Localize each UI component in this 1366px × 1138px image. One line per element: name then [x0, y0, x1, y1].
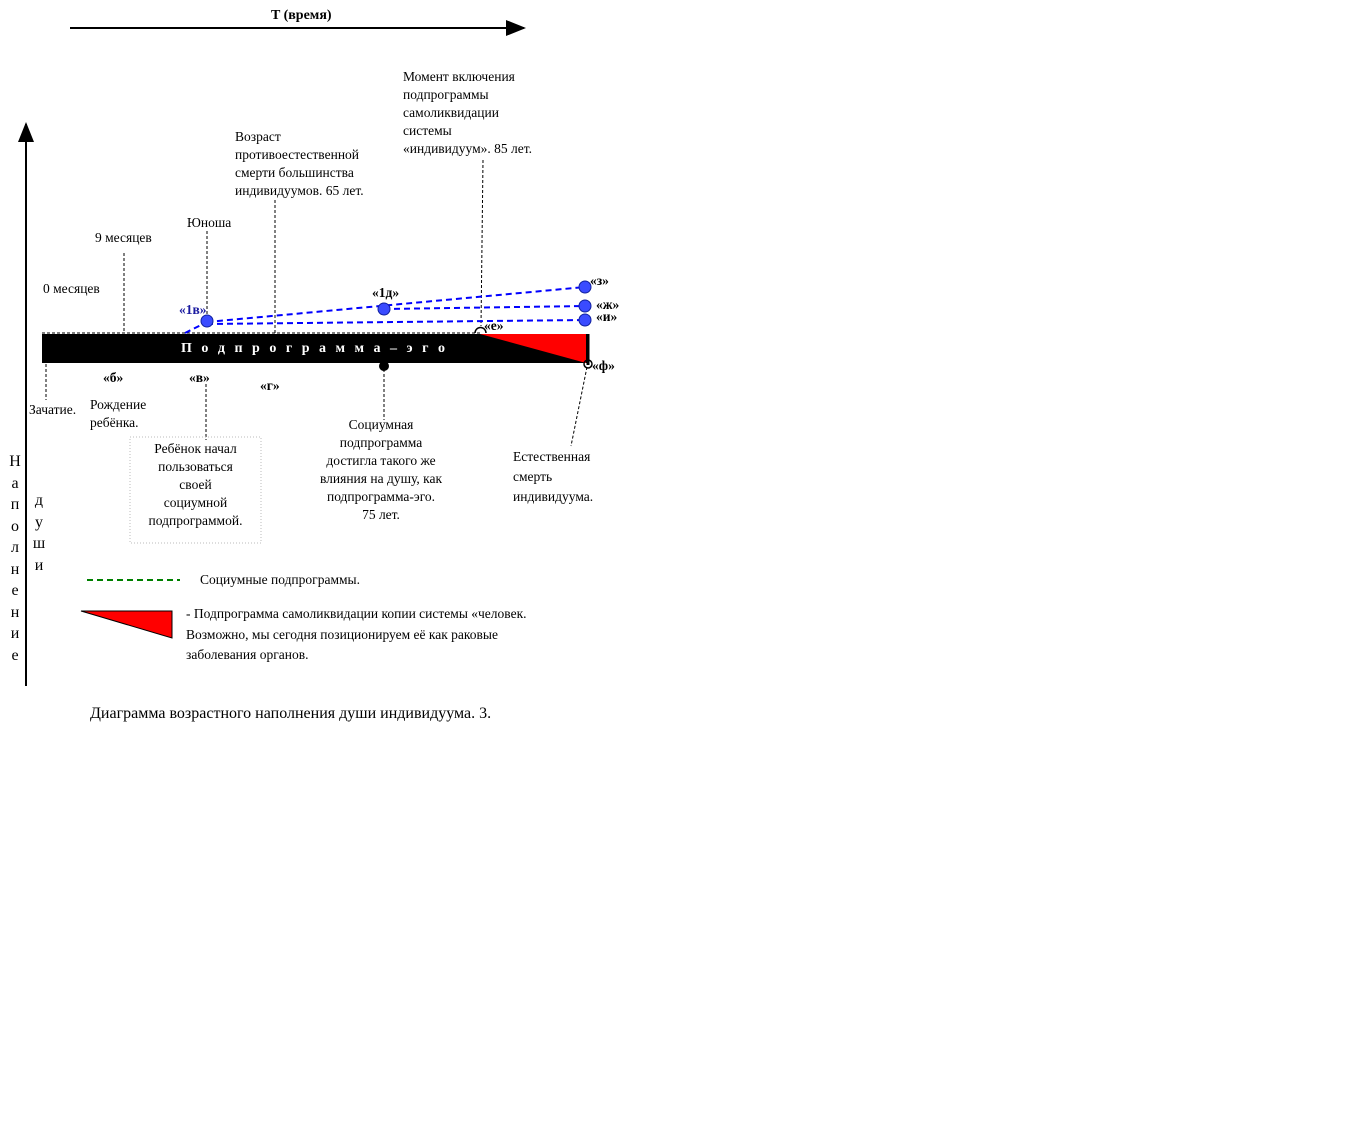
social-line-zh	[384, 306, 585, 309]
ego-bar-label: П о д п р о г р а м м а – э г о	[181, 340, 448, 356]
vertical-letter: а	[11, 474, 19, 492]
marker-b: «б»	[103, 370, 124, 385]
marker-e: «е»	[484, 318, 504, 333]
leader-age85	[481, 160, 483, 326]
dot-zh	[579, 300, 591, 312]
legend-red-text: - Подпрограмма самоликвидации копии системы «человек. Возможно, мы сегодня позиционируем её как раковые заболевания органов.	[186, 606, 527, 662]
leader-death	[571, 367, 587, 446]
label-0-months: 0 месяцев	[43, 281, 100, 296]
vertical-letter: д	[34, 492, 44, 509]
label-birth: Рождение ребёнка.	[90, 397, 147, 430]
marker-1d: «1д»	[372, 285, 400, 300]
marker-v: «в»	[189, 370, 210, 385]
vertical-label-fullness	[8, 451, 22, 666]
vertical-letter: е	[11, 582, 19, 599]
marker-g: «г»	[260, 378, 280, 393]
marker-i: «и»	[596, 309, 618, 324]
vertical-letter: о	[11, 517, 19, 535]
vertical-letter: и	[34, 556, 44, 574]
dot-i	[579, 314, 591, 326]
marker-z: «з»	[590, 273, 609, 288]
vertical-letter: Н	[9, 453, 21, 470]
marker-zh: «ж»	[596, 297, 620, 312]
label-child-social: Ребёнок начал пользоваться своей социумной подпрограммой.	[148, 441, 243, 528]
label-age75: Социумная подпрограмма достигла такого же влияния на душу, как подпрограмма-эго. 75 лет.	[319, 417, 443, 522]
vertical-letter: у	[35, 513, 43, 531]
vertical-letter: и	[10, 625, 20, 642]
vertical-letter: е	[11, 646, 19, 664]
vertical-letter: л	[11, 539, 19, 556]
vertical-letter: н	[10, 603, 20, 621]
marker-1v: «1в»	[179, 302, 207, 317]
diagram-caption: Диаграмма возрастного наполнения души индивидуума. 3.	[90, 705, 492, 722]
label-age65: Возраст противоестественной смерти большинства индивидуумов. 65 лет.	[235, 129, 364, 198]
label-natural-death: Естественная смерть индивидуума.	[513, 449, 594, 504]
dot-1d	[378, 303, 390, 315]
label-age85: Момент включения подпрограммы самоликвидации системы «индивидуум». 85 лет.	[403, 69, 532, 156]
time-axis-label: T (время)	[271, 8, 332, 23]
legend-social-text: Социумные подпрограммы.	[200, 572, 360, 587]
label-9-months: 9 месяцев	[95, 230, 152, 245]
vertical-letter: ш	[32, 535, 46, 552]
vertical-letter: н	[10, 560, 20, 578]
marker-f: «ф»	[592, 358, 615, 373]
dot-age75	[379, 361, 389, 371]
vertical-label-soul	[32, 490, 46, 576]
label-conception: Зачатие.	[29, 402, 77, 417]
social-line-i	[207, 320, 585, 324]
legend-red-wedge	[81, 611, 172, 638]
label-youth: Юноша	[187, 215, 232, 230]
vertical-letter: п	[10, 496, 20, 513]
